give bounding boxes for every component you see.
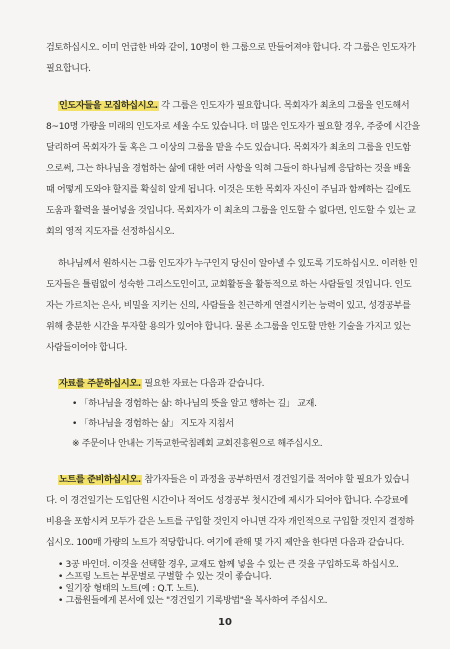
section-heading-recruit-leaders: 인도자들을 모집하십시오. [59, 101, 158, 111]
list-item: • 「하나님을 경험하는 삶: 하나님의 뜻을 알고 행하는 길」 교재. [72, 399, 317, 409]
section-heading-prepare-notebook: 노트를 준비하십시오. [59, 475, 141, 485]
section-heading-order-materials: 자료를 주문하십시오. [59, 379, 141, 389]
text-line: 달리하여 목회자가 둘 혹은 그 이상의 그룹을 맡을 수도 있습니다. 목회자가 최초의 그룹을 인도함 [46, 143, 411, 153]
text-line: 하나님께서 원하시는 그룹 인도자가 누구인지 당신이 알아낼 수 있도록 기도하십시오. 이러한 인 [58, 259, 418, 269]
list-item: • 「하나님을 경험하는 삶」 지도자 지침서 [72, 419, 234, 429]
text-line: 사람들이어야 합니다. [46, 343, 127, 353]
text-line: 검토하십시오. 이미 언급한 바와 같이, 10명이 한 그룹으로 만들어져야 합니다. 각 그룹은 인도자가 [46, 43, 416, 53]
text-line: 도자들은 틀림없이 성숙한 그리스도인이고, 교회활동을 활동적으로 하는 사람들일 것입니다. 인도 [46, 280, 412, 290]
page-number: 10 [218, 617, 232, 628]
text-line: 도움과 활력을 불어넣을 것입니다. 목회자가 이 최초의 그룹을 인도할 수 없다면, 인도할 수 있는 교 [46, 206, 416, 216]
list-item: • 그룹원들에게 본서에 있는 "경건일기 기록방법"을 복사하여 주십시오. [58, 596, 328, 606]
text-line: 다. 이 경건일기는 도입단원 시간이나 적어도 성경공부 첫시간에 제시가 되어야 합니다. 수강료에 [46, 496, 408, 506]
section-first-line [58, 378, 264, 390]
list-item: • 3공 바인더. 이것을 선택할 경우, 교재도 함께 넣을 수 있는 큰 것을 구입하도록 하십시오. [58, 560, 399, 570]
text-run: 참가자들은 이 과정을 공부하면서 경건일기를 적어야 할 필요가 있습니 [141, 475, 410, 485]
text-line: 8~10명 가량을 미래의 인도자로 세울 수도 있습니다. 더 많은 인도자가 필요할 경우, 주중에 시간을 [46, 122, 420, 132]
text-line: 자는 가르치는 은사, 비밀을 지키는 신의, 사람들을 친근하게 연결시키는 능력이 있고, 성경공부를 [46, 301, 411, 311]
text-line: 위해 충분한 시간을 투자할 용의가 있어야 합니다. 물론 소그룹을 인도할 만한 기술을 가지고 있는 [46, 322, 411, 332]
text-line: 회의 영적 지도자를 선정하십시오. [46, 227, 175, 237]
section-first-line [58, 474, 409, 486]
note-text: ※ 주문이나 안내는 기독교한국침례회 교회진흥원으로 해주십시오. [72, 439, 323, 449]
section-first-line [58, 100, 409, 112]
text-line: 비용을 포함시켜 모두가 같은 노트를 구입할 것인지 아니면 각자 개인적으로 구입할 것인지 결정하 [46, 517, 414, 527]
list-item: • 스프링 노트는 부문별로 구별할 수 있는 것이 좋습니다. [58, 572, 272, 582]
text-line: 때 어떻게 도와야 할지를 확실히 알게 됩니다. 이것은 또한 목회자 자신이 주님과 함께하는 길에도 [46, 185, 411, 195]
list-item: • 일기장 형태의 노트(예 : Q.T. 노트). [58, 584, 199, 594]
text-run: 필요한 자료는 다음과 같습니다. [141, 379, 265, 389]
text-line: 십시오. 100매 가량의 노트가 적당합니다. 여기에 관해 몇 가지 제안을 한다면 다음과 같습니다. [46, 538, 405, 548]
text-run: 각 그룹은 인도자가 필요합니다. 목회자가 최초의 그룹을 인도해서 [158, 101, 410, 111]
text-line: 필요합니다. [46, 64, 91, 74]
text-line: 으로써, 그는 하나님을 경험하는 삶에 대한 여러 사항을 익혀 그들이 하나님께 응답하는 것을 배울 [46, 164, 411, 174]
